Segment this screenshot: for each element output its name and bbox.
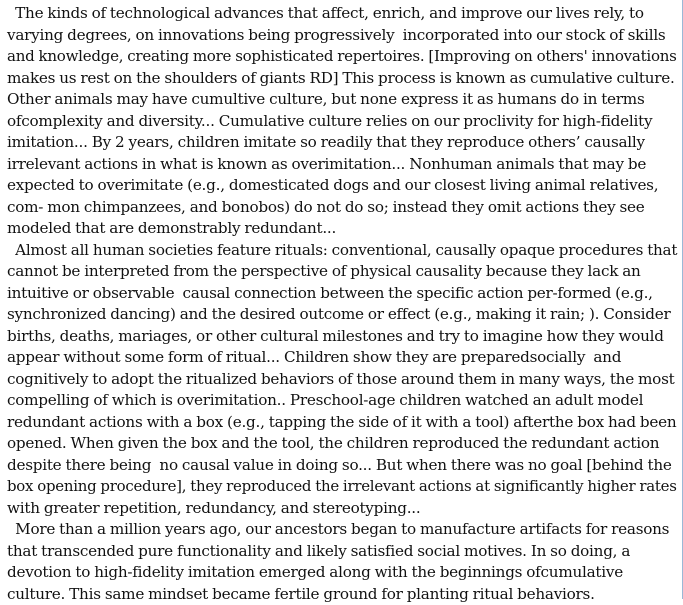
text-line: cognitively to adopt the ritualized behaviors of those around them in many ways, the most: [7, 369, 677, 391]
paragraph-cumulative-culture: [7, 3, 677, 240]
text-line: com- mon chimpanzees, and bonobos) do not do so; instead they omit actions they see: [7, 197, 677, 219]
text-line: makes us rest on the shoulders of giants RD] This process is known as cumulative culture.: [7, 68, 677, 90]
text-line: culture. This same mindset became fertile ground for planting ritual behaviors.: [7, 584, 677, 605]
text-line: and knowledge, creating more sophisticated repertoires. [Improving on others' innovations: [7, 46, 669, 68]
text-line: Almost all human societies feature rituals: conventional, causally opaque procedures that: [7, 240, 675, 262]
text-line: More than a million years ago, our ancestors began to manufacture artifacts for reasons: [7, 519, 677, 541]
text-line: compelling of which is overimitation.. Preschool-age children watched an adult model: [7, 390, 677, 412]
text-line: despite there being no causal value in doing so... But when there was no goal [behind the: [7, 455, 677, 477]
text-line: appear without some form of ritual... Children show they are preparedsocially and: [7, 347, 677, 369]
text-line: Other animals may have cumultive culture, but none express it as humans do in terms: [7, 89, 677, 111]
text-line: cannot be interpreted from the perspective of physical causality because they lack an: [7, 261, 677, 283]
document-body: [7, 3, 677, 605]
text-line: births, deaths, mariages, or other cultural milestones and try to imagine how they would: [7, 326, 677, 348]
text-line: that transcended pure functionality and likely satisfied social motives. In so doing, a: [7, 541, 677, 563]
text-line: synchronized dancing) and the desired outcome or effect (e.g., making it rain; ). Consider: [7, 304, 677, 326]
text-line: with greater repetition, redundancy, and stereotyping...: [7, 498, 677, 520]
text-line: The kinds of technological advances that affect, enrich, and improve our lives rely, to: [7, 3, 677, 25]
text-line: ofcomplexity and diversity... Cumulative culture relies on our proclivity for high-fidelity: [7, 111, 677, 133]
paragraph-ancestors: [7, 519, 677, 605]
text-line: imitation... By 2 years, children imitate so readily that they reproduce others’ causally: [7, 132, 677, 154]
text-line: intuitive or observable causal connection between the specific action per-formed (e.g.,: [7, 283, 677, 305]
text-line: varying degrees, on innovations being progressively incorporated into our stock of skills: [7, 25, 677, 47]
paragraph-rituals: [7, 240, 677, 520]
text-line: irrelevant actions in what is known as overimitation... Nonhuman animals that may be: [7, 154, 677, 176]
text-line: opened. When given the box and the tool, the children reproduced the redundant action: [7, 433, 677, 455]
text-line: redundant actions with a box (e.g., tapping the side of it with a tool) afterthe box had been: [7, 412, 677, 434]
text-line: expected to overimitate (e.g., domesticated dogs and our closest living animal relatives,: [7, 175, 677, 197]
text-line: modeled that are demonstrably redundant...: [7, 218, 677, 240]
text-line: devotion to high-fidelity imitation emerged along with the beginnings ofcumulative: [7, 562, 677, 584]
text-line: box opening procedure], they reproduced the irrelevant actions at significantly higher rates: [7, 476, 665, 498]
